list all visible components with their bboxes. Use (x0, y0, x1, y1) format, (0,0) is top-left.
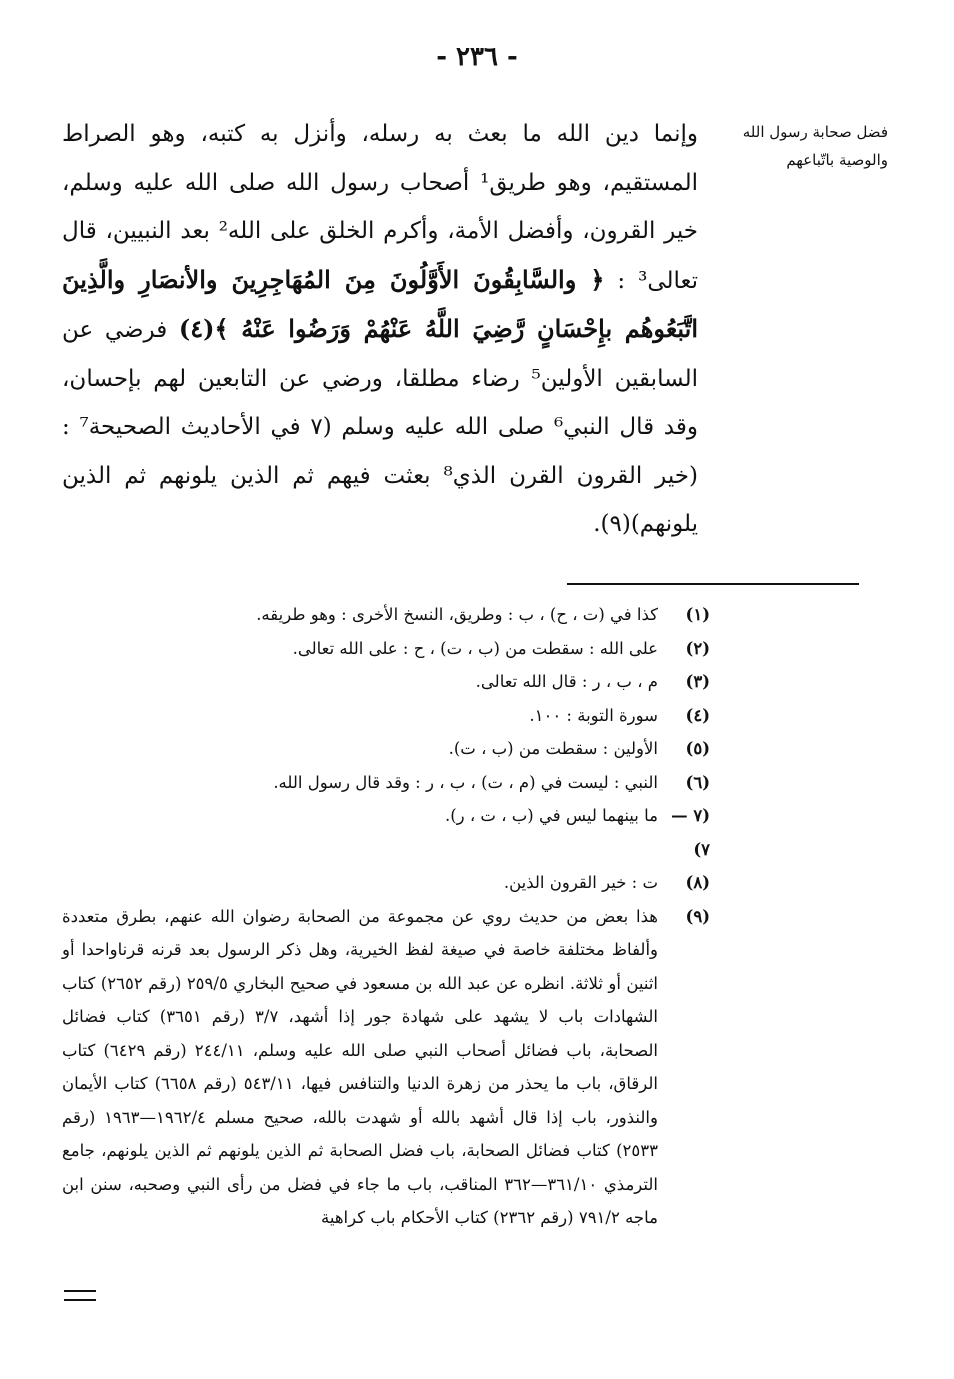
footnote-text: على الله : سقطت من (ب ، ت) ، ح : على الله تعالى. (292, 638, 658, 658)
footnote (62, 665, 710, 699)
footnote (62, 598, 710, 632)
footnote-number: (٢) (685, 638, 710, 658)
footnote-number: (٨) (685, 873, 710, 892)
footnote-text: الأولين : سقطت من (ب ، ت). (448, 739, 658, 758)
footnote-text: كذا في (ت ، ح) ، ب : وطريق، النسخ الأخرى : وهو طريقه. (256, 605, 658, 624)
footnote-continuation-mark (64, 1290, 96, 1301)
main-text-part-1: وإنما دين الله ما بعث به رسله، وأنزل به كتبه، وهو الصراط المستقيم، وهو طريق¹ أصحاب رسول الله صلى الله عليه وسلم، خير القرون، وأفضل الأمة، وأكرم الخلق على الله² بعد النبيين، قال تعالى³ : (62, 121, 698, 294)
footnote-number: (٦) (685, 772, 710, 792)
footnote-text: ت : خير القرون الذين. (503, 873, 658, 892)
main-text-part-2: فرضي عن السابقين الأولين⁵ رضاء مطلقا، ورضي عن التابعين لهم بإحسان، وقد قال النبي⁶ صلى الله عليه وسلم (٧ في الأحاديث الصحيحة⁷ : (خير القرون القرن الذي⁸ بعثت فيهم ثم الذين يلونهم ثم الذين يلونهم)(٩). (62, 317, 698, 537)
margin-note: فضل صحابة رسول الله والوصية باتّباعهم (742, 123, 888, 169)
footnote-number: (١) (685, 605, 710, 624)
footnote (62, 900, 710, 1235)
footnote (62, 699, 710, 733)
footnote-text: ما بينهما ليس في (ب ، ت ، ر). (444, 806, 658, 825)
footnote-text: النبي : ليست في (م ، ت) ، ب ، ر : وقد قال رسول الله. (273, 772, 658, 792)
footnote-separator (567, 583, 859, 585)
footnote (62, 632, 710, 666)
footnote-number: (٧ — ٧) (671, 806, 710, 859)
main-text-block (62, 110, 698, 549)
footnote-number: (٥) (685, 739, 710, 758)
footnote-number: (٩) (685, 906, 710, 926)
footnote (62, 866, 710, 900)
quran-verse: ﴿ والسَّابِقُونَ الأَوَّلُونَ مِنَ المُهَاجِرِينَ والأنصَارِ والَّذِينَ اتَّبَعُوهُم بإِحْسَانٍ رَّضِيَ اللَّهُ عَنْهُمْ وَرَضُوا عَنْهُ ﴾(٤) (62, 264, 698, 343)
footnote-text: سورة التوبة : ١٠٠. (529, 705, 658, 725)
footnote-text: م ، ب ، ر : قال الله تعالى. (475, 672, 658, 691)
footnotes-list (62, 598, 710, 1235)
footnote-text: هذا بعض من حديث روي عن مجموعة من الصحابة رضوان الله عنهم، بطرق متعددة وألفاظ مختلفة خاصة في صيغة لفظ الخيرية، وهل ذكر الرسول بعد قرنه قرناواحدا أو اثنين أو ثلاثة. انظره عن عبد الله بن مسعود في صحيح البخاري ٢٥٩/٥ (رقم ٢٦٥٢) كتاب الشهادات باب لا يشهد على شهادة جور إذا أشهد، ٣/٧ (رقم ٣٦٥١) كتاب فضائل الصحابة، باب فضائل أصحاب النبي صلى الله عليه وسلم، ٢٤٤/١١ (رقم ٦٤٢٩) كتاب الرقاق، باب ما يحذر من زهرة الدنيا والتنافس فيها، ٥٤٣/١١ (رقم ٦٦٥٨) كتاب الأيمان والنذور، باب إذا قال أشهد بالله أو شهدت بالله، صحيح مسلم ١٩٦٢/٤—١٩٦٣ (رقم ٢٥٣٣) كتاب فضائل الصحابة، باب فضل الصحابة ثم الذين يلونهم ثم الذين يلونهم، جامع الترمذي ٣٦١/١٠—٣٦٢ المناقب، باب ما جاء في فضل من رأى النبي وصحبه، سنن ابن ماجه ٧٩١/٢ (رقم ٢٣٦٢) كتاب الأحكام باب كراهية (62, 906, 659, 1227)
footnote-number: (٣) (685, 672, 710, 691)
page-number: - ٢٣٦ - (436, 42, 518, 72)
footnote (62, 799, 710, 866)
footnote-number: (٤) (685, 705, 710, 725)
footnote (62, 732, 710, 766)
footnote (62, 766, 710, 800)
